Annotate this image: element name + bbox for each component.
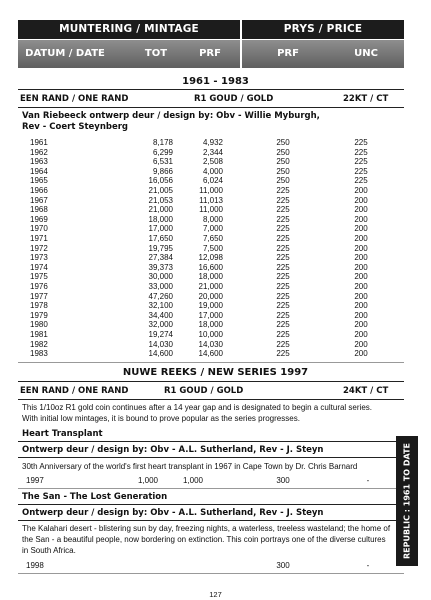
- cell-year: 1978: [30, 301, 48, 311]
- cell-tot: 47,260: [148, 291, 173, 301]
- cell-prf: 21,000: [198, 282, 223, 291]
- san-description-line1: The Kalahari desert - blistering sun by day, freezing nights, a waterless, treeless wasteland; the home of: [22, 524, 391, 533]
- table-row: [0, 253, 431, 263]
- cell-year: 1983: [30, 349, 48, 359]
- design-credit-line1: Van Riebeeck ontwerp deur / design by: Obv - Willie Myburgh,: [22, 111, 320, 121]
- cell-tot: 18,000: [148, 214, 173, 224]
- cell-year: 1976: [30, 282, 48, 291]
- table-row: [0, 340, 431, 350]
- cell-unc: 200: [354, 205, 368, 215]
- coin-karat: 24KT / CT: [343, 386, 389, 396]
- cell-prf: 16,600: [198, 262, 223, 272]
- cell-tot: 33,000: [148, 282, 173, 291]
- cell-year: 1972: [30, 243, 48, 253]
- table-row: [0, 301, 431, 311]
- cell-tot: 27,384: [148, 253, 173, 263]
- cell-year: 1967: [30, 195, 48, 205]
- cell-price-prf: 225: [276, 330, 290, 339]
- price-heading: PRYS / PRICE: [283, 23, 363, 35]
- cell-prf: 18,000: [198, 272, 223, 282]
- cell-year: 1971: [30, 234, 48, 243]
- cell-price-prf: 225: [276, 291, 290, 301]
- heart-divider-bottom: [18, 457, 404, 458]
- side-tab-label: REPUBLIC : 1961 TO DATE: [402, 442, 412, 560]
- cell-price-prf: 225: [276, 310, 290, 320]
- cell-tot: 21,005: [148, 186, 173, 195]
- cell-tot: 17,000: [148, 224, 173, 234]
- table-row: [0, 311, 431, 321]
- coin-bar-1961: [18, 89, 404, 108]
- cell-price-prf: 250: [276, 157, 290, 167]
- cell-unc: 200: [354, 262, 368, 272]
- cell-tot: 32,000: [148, 320, 173, 330]
- cell-price-prf: 225: [276, 186, 290, 195]
- cell-unc: 200: [354, 301, 368, 311]
- heart-transplant-design: Ontwerp deur / design by: Obv - A.L. Sutherland, Rev - J. Steyn: [22, 445, 324, 455]
- cell-unc: 200: [354, 320, 368, 330]
- table-row: [0, 215, 431, 225]
- cell-price-prf: 225: [276, 214, 290, 224]
- cell-price-prf: 300: [276, 561, 290, 570]
- cell-unc: 200: [354, 330, 368, 339]
- mintage-heading: MUNTERING / MINTAGE: [59, 23, 199, 35]
- cell-unc: 225: [354, 176, 368, 186]
- cell-unc: 225: [354, 138, 368, 147]
- cell-tot: 16,056: [148, 176, 173, 186]
- date-column-header: DATUM / DATE: [25, 48, 105, 59]
- cell-unc: 200: [354, 243, 368, 253]
- cell-year: 1979: [30, 310, 48, 320]
- cell-tot: 30,000: [148, 272, 173, 282]
- page-number: 127: [209, 590, 222, 599]
- table-row: [0, 561, 431, 571]
- cell-year: 1964: [30, 166, 48, 176]
- series-heading: NUWE REEKS / NEW SERIES 1997: [122, 367, 309, 378]
- cell-tot: 19,274: [148, 330, 173, 339]
- cell-price-prf: 225: [276, 301, 290, 311]
- cell-prf: 7,650: [202, 234, 223, 243]
- san-design: Ontwerp deur / design by: Obv - A.L. Sutherland, Rev - J. Steyn: [22, 508, 324, 518]
- prf-column-header: PRF: [199, 48, 221, 59]
- heart-divider-top: [18, 441, 404, 442]
- cell-unc: -: [366, 476, 370, 485]
- cell-price-prf: 225: [276, 195, 290, 205]
- table-row: [0, 205, 431, 215]
- cell-prf: 19,000: [198, 301, 223, 311]
- table-row: [0, 138, 431, 148]
- cell-prf: 6,024: [202, 176, 223, 186]
- cell-prf: 7,500: [202, 243, 223, 253]
- cell-prf: 18,000: [198, 320, 223, 330]
- cell-price-prf: 225: [276, 224, 290, 234]
- cell-year: 1975: [30, 272, 48, 282]
- cell-unc: 200: [354, 339, 368, 349]
- cell-price-prf: 225: [276, 282, 290, 291]
- table-row: [0, 196, 431, 206]
- cell-price-prf: 250: [276, 138, 290, 147]
- cell-prf: 2,344: [202, 147, 223, 157]
- cell-prf: 12,098: [198, 253, 223, 263]
- cell-unc: -: [366, 561, 370, 570]
- san-title: The San - The Lost Generation: [22, 492, 168, 502]
- cell-price-prf: 225: [276, 272, 290, 282]
- table-row: [0, 167, 431, 177]
- table-divider: [18, 362, 404, 363]
- series-intro-line1: This 1/10oz R1 gold coin continues after a 14 year gap and is designated to begin a cultural series.: [22, 403, 372, 412]
- table-row: [0, 148, 431, 158]
- period-heading: 1961 - 1983: [182, 76, 249, 87]
- series-intro-line2: With initial low mintages, it is bound to prove popular as the series progresses.: [22, 414, 300, 423]
- cell-prf: 17,000: [198, 310, 223, 320]
- cell-tot: 1,000: [137, 476, 158, 485]
- cell-prf: 20,000: [198, 291, 223, 301]
- cell-price-prf: 225: [276, 243, 290, 253]
- cell-unc: 200: [354, 224, 368, 234]
- table-row: [0, 263, 431, 273]
- cell-year: 1961: [30, 138, 48, 147]
- table-row: [0, 176, 431, 186]
- table-row: [0, 234, 431, 244]
- coin-karat: 22KT / CT: [343, 94, 389, 104]
- cell-unc: 200: [354, 272, 368, 282]
- cell-year: 1980: [30, 320, 48, 330]
- cell-price-prf: 250: [276, 176, 290, 186]
- cell-unc: 200: [354, 282, 368, 291]
- cell-tot: 8,178: [152, 138, 173, 147]
- table-row: [0, 349, 431, 359]
- cell-price-prf: 225: [276, 339, 290, 349]
- cell-tot: 17,650: [148, 234, 173, 243]
- tot-column-header: TOT: [144, 48, 168, 59]
- san-divider-bottom: [18, 520, 404, 521]
- header-top-band: [18, 20, 404, 39]
- cell-unc: 200: [354, 186, 368, 195]
- table-row: [0, 244, 431, 254]
- cell-tot: 34,400: [148, 310, 173, 320]
- cell-unc: 225: [354, 166, 368, 176]
- cell-prf: 2,508: [202, 157, 223, 167]
- cell-year: 1968: [30, 205, 48, 215]
- table-row: [0, 157, 431, 167]
- cell-year: 1998: [26, 561, 44, 570]
- cell-tot: 21,000: [148, 205, 173, 215]
- cell-prf: 1,000: [182, 476, 203, 485]
- cell-prf: 4,932: [202, 138, 223, 147]
- cell-prf: 4,000: [202, 166, 223, 176]
- unc-column-header: UNC: [354, 48, 378, 59]
- table-row: [0, 320, 431, 330]
- cell-tot: 39,373: [148, 262, 173, 272]
- san-description-line3: in South Africa.: [22, 546, 76, 555]
- cell-year: 1963: [30, 157, 48, 167]
- cell-tot: 9,866: [152, 166, 173, 176]
- cell-year: 1981: [30, 330, 48, 339]
- cell-year: 1969: [30, 214, 48, 224]
- cell-year: 1982: [30, 339, 48, 349]
- cell-tot: 14,030: [148, 339, 173, 349]
- cell-year: 1997: [26, 476, 44, 485]
- san-divider-top: [18, 504, 404, 505]
- cell-tot: 32,100: [148, 301, 173, 311]
- coin-metal: R1 GOUD / GOLD: [164, 386, 244, 396]
- cell-price-prf: 225: [276, 253, 290, 263]
- heart-transplant-title: Heart Transplant: [22, 429, 103, 439]
- cell-price-prf: 250: [276, 147, 290, 157]
- cell-unc: 200: [354, 253, 368, 263]
- cell-year: 1973: [30, 253, 48, 263]
- heart-row-divider: [18, 488, 404, 489]
- cell-year: 1970: [30, 224, 48, 234]
- design-credit-line2: Rev - Coert Steynberg: [22, 122, 129, 132]
- cell-tot: 6,299: [152, 147, 173, 157]
- cell-prf: 11,000: [199, 186, 223, 195]
- table-row: [0, 330, 431, 340]
- cell-year: 1977: [30, 291, 48, 301]
- cell-unc: 200: [354, 291, 368, 301]
- price-prf-column-header: PRF: [277, 48, 299, 59]
- cell-prf: 10,000: [198, 330, 223, 339]
- header-column-band: [18, 40, 404, 68]
- san-description-line2: the San - a beautiful people, now bordering on extinction. This coin portrays one of the diverse cultures: [22, 535, 386, 544]
- cell-price-prf: 250: [276, 166, 290, 176]
- cell-price-prf: 225: [276, 205, 290, 215]
- cell-year: 1965: [30, 176, 48, 186]
- cell-prf: 14,600: [198, 349, 223, 359]
- cell-price-prf: 225: [276, 349, 290, 359]
- coin-bar-1997: [18, 381, 404, 400]
- cell-prf: 14,030: [198, 339, 223, 349]
- coin-name: EEN RAND / ONE RAND: [20, 94, 129, 104]
- table-row: [0, 476, 431, 486]
- cell-unc: 225: [354, 157, 368, 167]
- cell-year: 1962: [30, 147, 48, 157]
- table-row: [0, 224, 431, 234]
- cell-unc: 200: [354, 214, 368, 224]
- coin-metal: R1 GOUD / GOLD: [194, 94, 274, 104]
- coin-name: EEN RAND / ONE RAND: [20, 386, 129, 396]
- cell-year: 1966: [30, 186, 48, 195]
- cell-price-prf: 300: [276, 476, 290, 485]
- header-divider: [240, 20, 242, 68]
- cell-year: 1974: [30, 262, 48, 272]
- cell-tot: 19,795: [148, 243, 173, 253]
- cell-prf: 7,000: [202, 224, 223, 234]
- table-header: [18, 20, 404, 70]
- table-row: [0, 292, 431, 302]
- cell-price-prf: 225: [276, 234, 290, 243]
- cell-prf: 11,000: [199, 205, 223, 215]
- san-row-divider: [18, 573, 404, 574]
- cell-unc: 225: [354, 147, 368, 157]
- cell-price-prf: 225: [276, 262, 290, 272]
- table-row: [0, 186, 431, 196]
- cell-unc: 200: [354, 349, 368, 359]
- cell-unc: 200: [354, 234, 368, 243]
- cell-unc: 200: [354, 310, 368, 320]
- cell-unc: 200: [354, 195, 368, 205]
- table-row: [0, 272, 431, 282]
- cell-tot: 21,053: [148, 195, 173, 205]
- cell-prf: 11,013: [199, 195, 223, 205]
- table-row: [0, 282, 431, 292]
- cell-tot: 6,531: [152, 157, 173, 167]
- cell-prf: 8,000: [202, 214, 223, 224]
- heart-transplant-description: 30th Anniversary of the world's first heart transplant in 1967 in Cape Town by Dr. Chris Barnard: [22, 462, 358, 471]
- cell-tot: 14,600: [148, 349, 173, 359]
- cell-price-prf: 225: [276, 320, 290, 330]
